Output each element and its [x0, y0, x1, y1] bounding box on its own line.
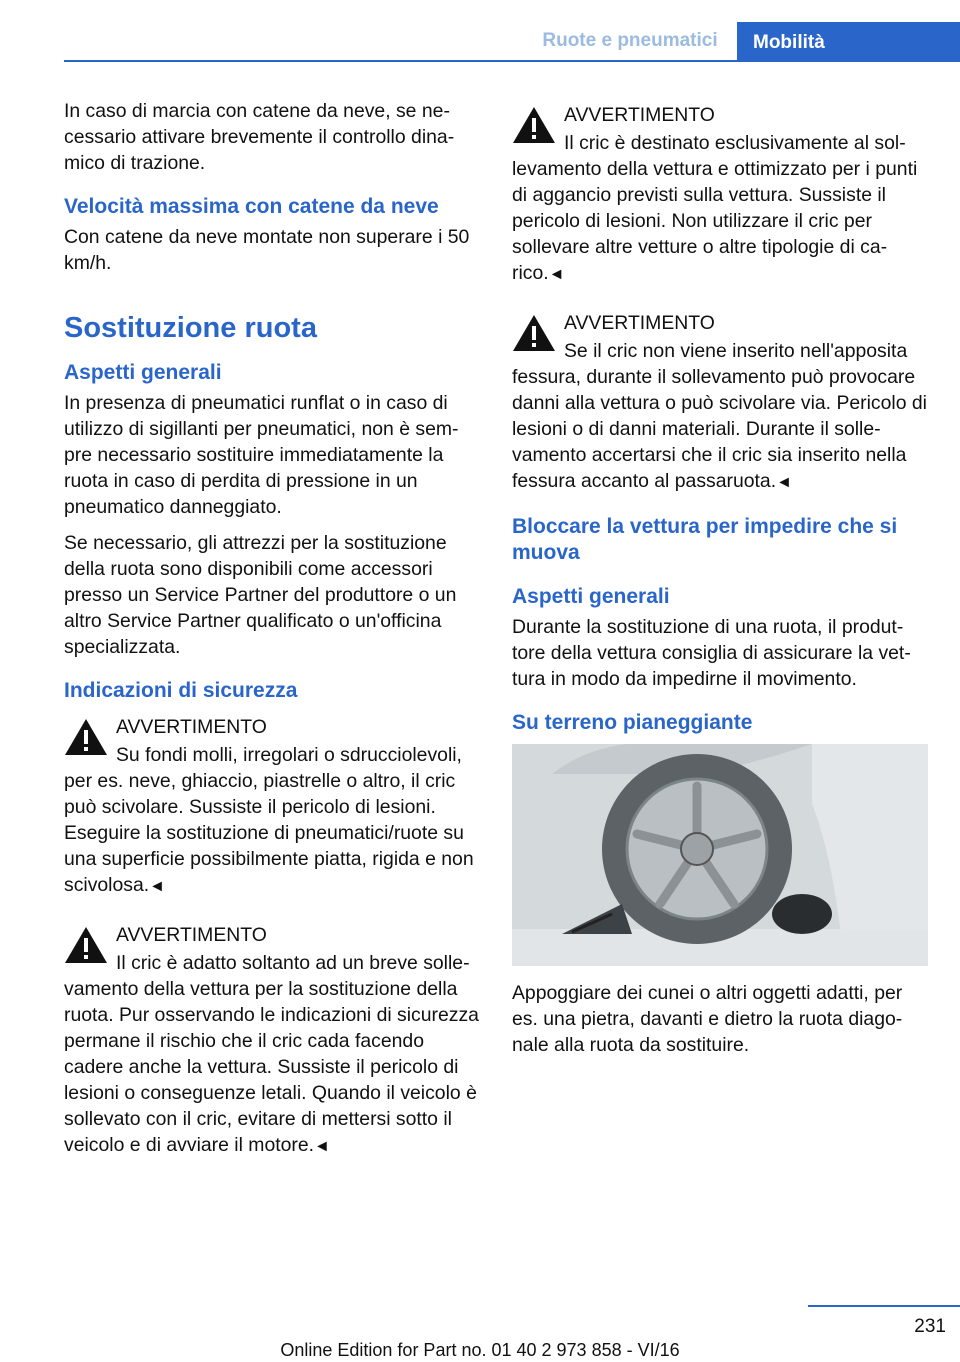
heading-general: Aspetti generali: [512, 585, 670, 608]
heading-max-speed: Velocità massima con catene da neve: [64, 195, 439, 218]
warning-triangle-icon: [512, 106, 556, 144]
header-chapter-tab: Mobilità: [737, 22, 960, 62]
warning-triangle-icon: [512, 314, 556, 352]
end-mark: ◄: [776, 474, 792, 491]
block-general-paragraph: Durante la sostituzione di una ruota, il produttore della vettura consiglia di assicurare la vettura in modo da impedirne il movimento.: [512, 616, 911, 690]
general-paragraph-1: In presenza di pneumatici runflat o in caso di utilizzo di sigillanti per pneumatici, non è sempre necessario sostituire immediatamente la ruota in caso di perdita di pressione in un pneumatico danneggiato.: [64, 392, 459, 518]
warning-triangle-icon: [64, 926, 108, 964]
end-mark: ◄: [314, 1138, 330, 1155]
flat-ground-paragraph: Appoggiare dei cunei o altri oggetti adatti, per es. una pietra, davanti e dietro la ruota diagonale alla ruota da sostituire.: [512, 982, 903, 1056]
end-mark: ◄: [548, 266, 565, 283]
warning-title: AVVERTIMENTO: [116, 924, 267, 946]
general-paragraph-2: Se necessario, gli attrezzi per la sostituzione della ruota sono disponibili come accessori presso un Service Partner del produttore o un altro Service Partner qualificato o un'officina specializzata.: [64, 532, 457, 658]
left-column: [64, 98, 480, 1178]
warning-title: AVVERTIMENTO: [564, 104, 715, 126]
header-section-title: Ruote e pneumatici: [542, 30, 718, 51]
wheel-jack-illustration: [512, 744, 928, 966]
heading-general: Aspetti generali: [64, 361, 222, 384]
footer-edition: Online Edition for Part no. 01 40 2 973 858 - VI/16: [280, 1340, 680, 1360]
max-speed-paragraph: Con catene da neve montate non superare i 50 km/h.: [64, 226, 470, 274]
end-mark: ◄: [149, 878, 165, 895]
warning-body: Su fondi molli, irregolari o sdrucciolevoli, per es. neve, ghiaccio, piastrelle o altro, il cric può scivolare. Sussiste il pericolo di lesioni. Eseguire la sostituzione di pneumatici/ruote su una superficie possibilmente piatta, rigida e non scivolosa.: [64, 744, 474, 896]
warning-block: [512, 306, 928, 496]
warning-block: [64, 710, 480, 900]
heading-block-vehicle: Bloccare la vettura per impedire che si muova: [512, 515, 898, 564]
page-number-rule: [808, 1305, 960, 1307]
heading-wheel-change: Sostituzione ruota: [64, 312, 317, 344]
heading-safety: Indicazioni di sicurezza: [64, 679, 298, 702]
warning-title: AVVERTIMENTO: [116, 716, 267, 738]
right-column: [512, 98, 928, 1068]
page-number: 231: [914, 1316, 946, 1337]
warning-block: [64, 918, 480, 1160]
heading-flat-ground: Su terreno pianeggiante: [512, 711, 753, 734]
warning-title: AVVERTIMENTO: [564, 312, 715, 334]
warning-body: Il cric è adatto soltanto ad un breve sollevamento della vettura per la sostituzione della ruota. Pur osservando le indicazioni di sicurezza permane il rischio che il cric cada facendo cadere anche la vettura. Sussiste il pericolo di lesioni o conseguenze letali. Quando il veicolo è sollevato con il cric, evitare di mettersi sotto il veicolo e di avviare il motore.: [64, 952, 479, 1156]
warning-body: Se il cric non viene inserito nell'apposita fessura, durante il sollevamento può provocare danni alla vettura o può scivolare via. Pericolo di lesioni o di danni materiali. Durante il sollevamento accertarsi che il cric sia inserito nella fessura accanto al passaruota.: [512, 340, 927, 492]
warning-body: Il cric è destinato esclusivamente al sollevamento della vettura e ottimizzato per i punti di aggancio previsti sulla vettura. Sussiste il pericolo di lesioni. Non utilizzare il cric per sollevare altre vetture o altre tipologie di carico.: [512, 132, 918, 284]
warning-triangle-icon: [64, 718, 108, 756]
warning-block: [512, 98, 928, 288]
intro-paragraph: In caso di marcia con catene da neve, se necessario attivare brevemente il controllo dinamico di trazione.: [64, 100, 455, 174]
